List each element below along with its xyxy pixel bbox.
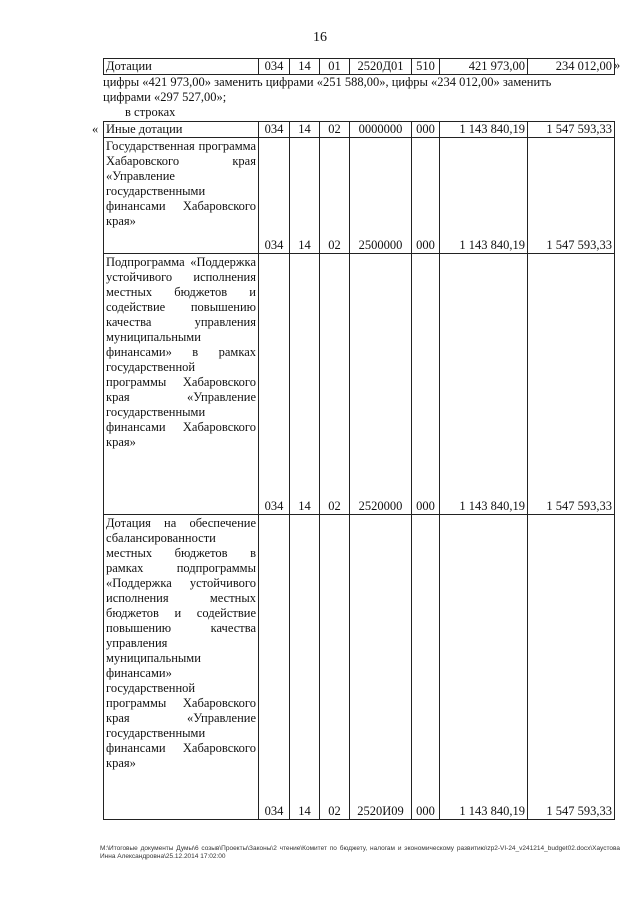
code-cell: 000 xyxy=(412,254,440,515)
sum-cell: 1 547 593,33 xyxy=(528,138,615,254)
row-name: Дотации xyxy=(104,59,259,75)
sum-cell: 1 143 840,19 xyxy=(440,138,528,254)
sum-cell: 1 143 840,19 xyxy=(440,254,528,515)
code-cell: 14 xyxy=(290,138,320,254)
code-cell: 000 xyxy=(412,122,440,138)
sum-cell: 1 143 840,19 xyxy=(440,515,528,820)
table-row xyxy=(104,138,615,254)
sum-cell: 1 547 593,33 xyxy=(528,122,615,138)
code-cell: 02 xyxy=(320,254,350,515)
code-cell: 02 xyxy=(320,122,350,138)
open-quote: « xyxy=(92,122,99,136)
instruction-line: цифры «421 973,00» заменить цифрами «251 588,00», цифры «234 012,00» заменить xyxy=(103,75,552,89)
code-cell: 01 xyxy=(320,59,350,75)
table-row xyxy=(104,59,615,75)
instruction-line: в строках xyxy=(125,105,176,119)
code-cell: 2500000 xyxy=(350,138,412,254)
sum-cell: 1 547 593,33 xyxy=(528,254,615,515)
code-cell: 14 xyxy=(290,254,320,515)
table-row xyxy=(104,515,615,820)
code-cell: 034 xyxy=(259,59,290,75)
sum-cell: 1 143 840,19 xyxy=(440,122,528,138)
code-cell: 2520И09 xyxy=(350,515,412,820)
code-cell: 034 xyxy=(259,138,290,254)
code-cell: 034 xyxy=(259,254,290,515)
code-cell: 000 xyxy=(412,515,440,820)
code-cell: 034 xyxy=(259,515,290,820)
row-name: Иные дотации xyxy=(104,122,259,138)
sum-cell: 234 012,00 xyxy=(528,59,615,75)
instruction-line: цифрами «297 527,00»; xyxy=(103,90,227,104)
row-name: Подпрограмма «Поддержка устойчивого исполнения местных бюджетов и содействие повышению качества управления муниципальными финансами» в рамках государственной программы Хабаровского края «Управление государственными финансами Хабаровского края» xyxy=(104,254,259,515)
code-cell: 0000000 xyxy=(350,122,412,138)
code-cell: 02 xyxy=(320,138,350,254)
page-number: 16 xyxy=(313,30,327,45)
code-cell: 000 xyxy=(412,138,440,254)
footer-path: M:\Итоговые документы Думы\6 созыв\Проекты\Законы\2 чтение\Комитет по бюджету, налогам и экономическому развитию\zp2-VI-24_v241214_budget02.docx\Хаустова Инна Александровна\25.12.2014 17:02:00 xyxy=(100,845,620,860)
sum-cell: 1 547 593,33 xyxy=(528,515,615,820)
top-row-table xyxy=(103,58,615,75)
code-cell: 14 xyxy=(290,122,320,138)
budget-table xyxy=(103,121,615,820)
code-cell: 02 xyxy=(320,515,350,820)
row-name: Дотация на обеспечение сбалансированности местных бюджетов в рамках подпрограммы «Поддержка устойчивого исполнения местных бюджетов и содействие повышению качества управления муниципальными финансами» государственной программы Хабаровского края «Управление государственными финансами Хабаровского края» xyxy=(104,515,259,820)
table-row xyxy=(104,254,615,515)
code-cell: 2520Д01 xyxy=(350,59,412,75)
code-cell: 14 xyxy=(290,515,320,820)
close-quote: » xyxy=(614,58,621,72)
code-cell: 2520000 xyxy=(350,254,412,515)
code-cell: 510 xyxy=(412,59,440,75)
sum-cell: 421 973,00 xyxy=(440,59,528,75)
table-row xyxy=(104,122,615,138)
row-name: Государственная программа Хабаровского края «Управление государственными финансами Хабаровского края» xyxy=(104,138,259,254)
code-cell: 034 xyxy=(259,122,290,138)
code-cell: 14 xyxy=(290,59,320,75)
